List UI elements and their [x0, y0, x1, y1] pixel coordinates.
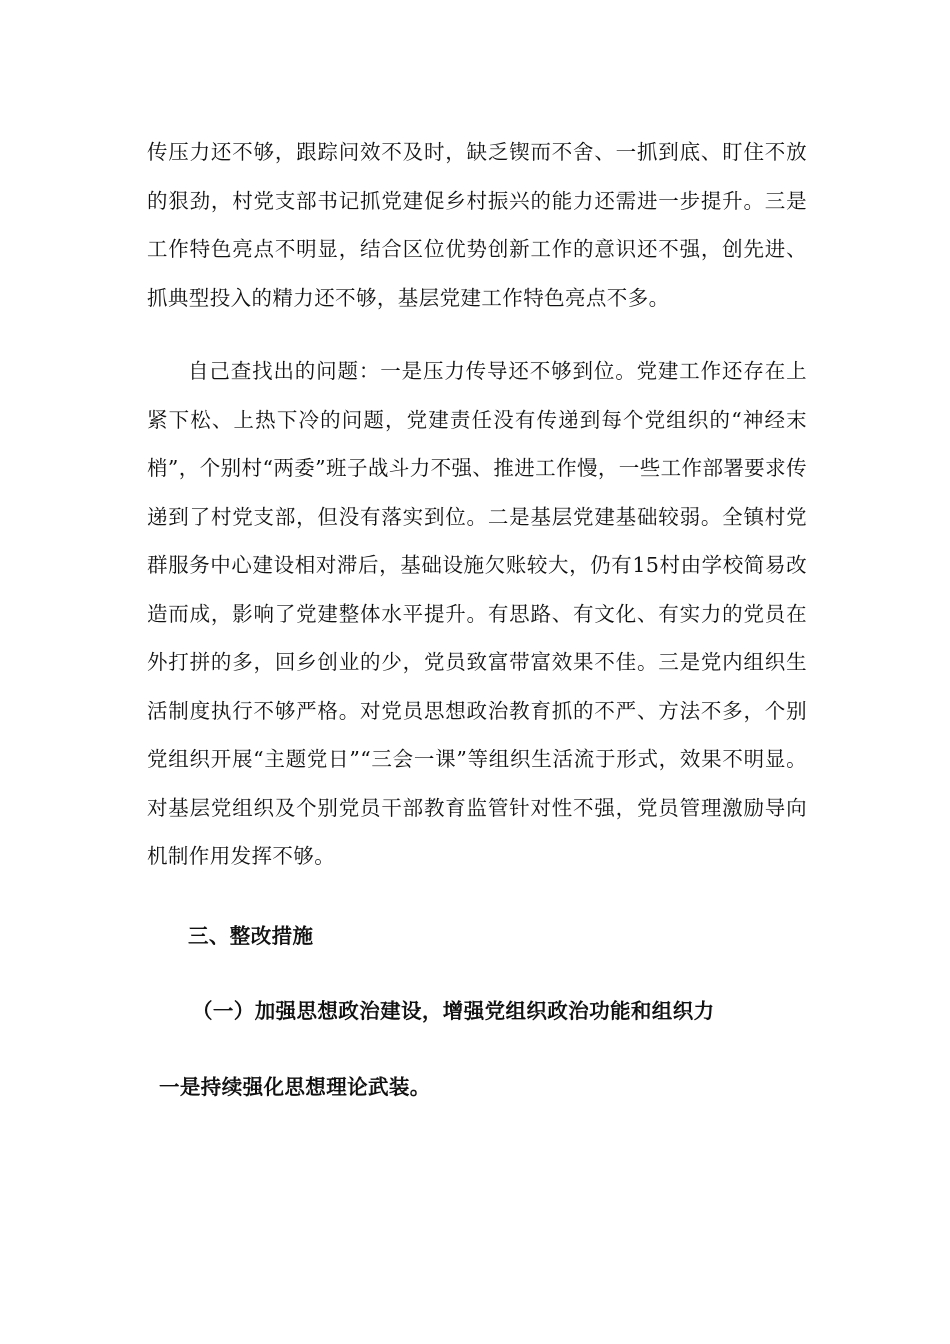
subsection-heading-political-construction: （一）加强思想政治建设，增强党组织政治功能和组织力 — [192, 999, 715, 1023]
item-heading-theory-arming: 一是持续强化思想理论武装。 — [159, 1074, 431, 1099]
section-heading-rectification-measures: 三、整改措施 — [188, 923, 314, 948]
paragraph-self-identified-problems: 自己查找出的问题：一是压力传导还不够到位。党建工作还存在上紧下松、上热下冷的问题，党建责任没有传递到每个党组织的“神经末梢”，个别村“两委”班子战斗力不强、推进工作慢，一些工作部署要求传递到了村党支部，但没有落实到位。二是基层党建基础较弱。全镇村党群服务中心建设相对滞后，基础设施欠账较大，仍有15村由学校简易改造而成，影响了党建整体水平提升。有思路、有文化、有实力的党员在外打拼的多，回乡创业的少，党员致富带富效果不佳。三是党内组织生活制度执行不够严格。对党员思想政治教育抓的不严、方法不多，个别党组织开展“主题党日”“三会一课”等组织生活流于形式，效果不明显。对基层党组织及个别党员干部教育监管针对性不强，党员管理激励导向机制作用发挥不够。 — [147, 359, 807, 868]
document-body — [147, 128, 807, 1111]
paragraph-continued: 传压力还不够，跟踪问效不及时，缺乏锲而不舍、一抓到底、盯住不放的狠劲，村党支部书记抓党建促乡村振兴的能力还需进一步提升。三是工作特色亮点不明显，结合区位优势创新工作的意识还不强，创先进、抓典型投入的精力还不够，基层党建工作特色亮点不多。 — [147, 140, 807, 310]
